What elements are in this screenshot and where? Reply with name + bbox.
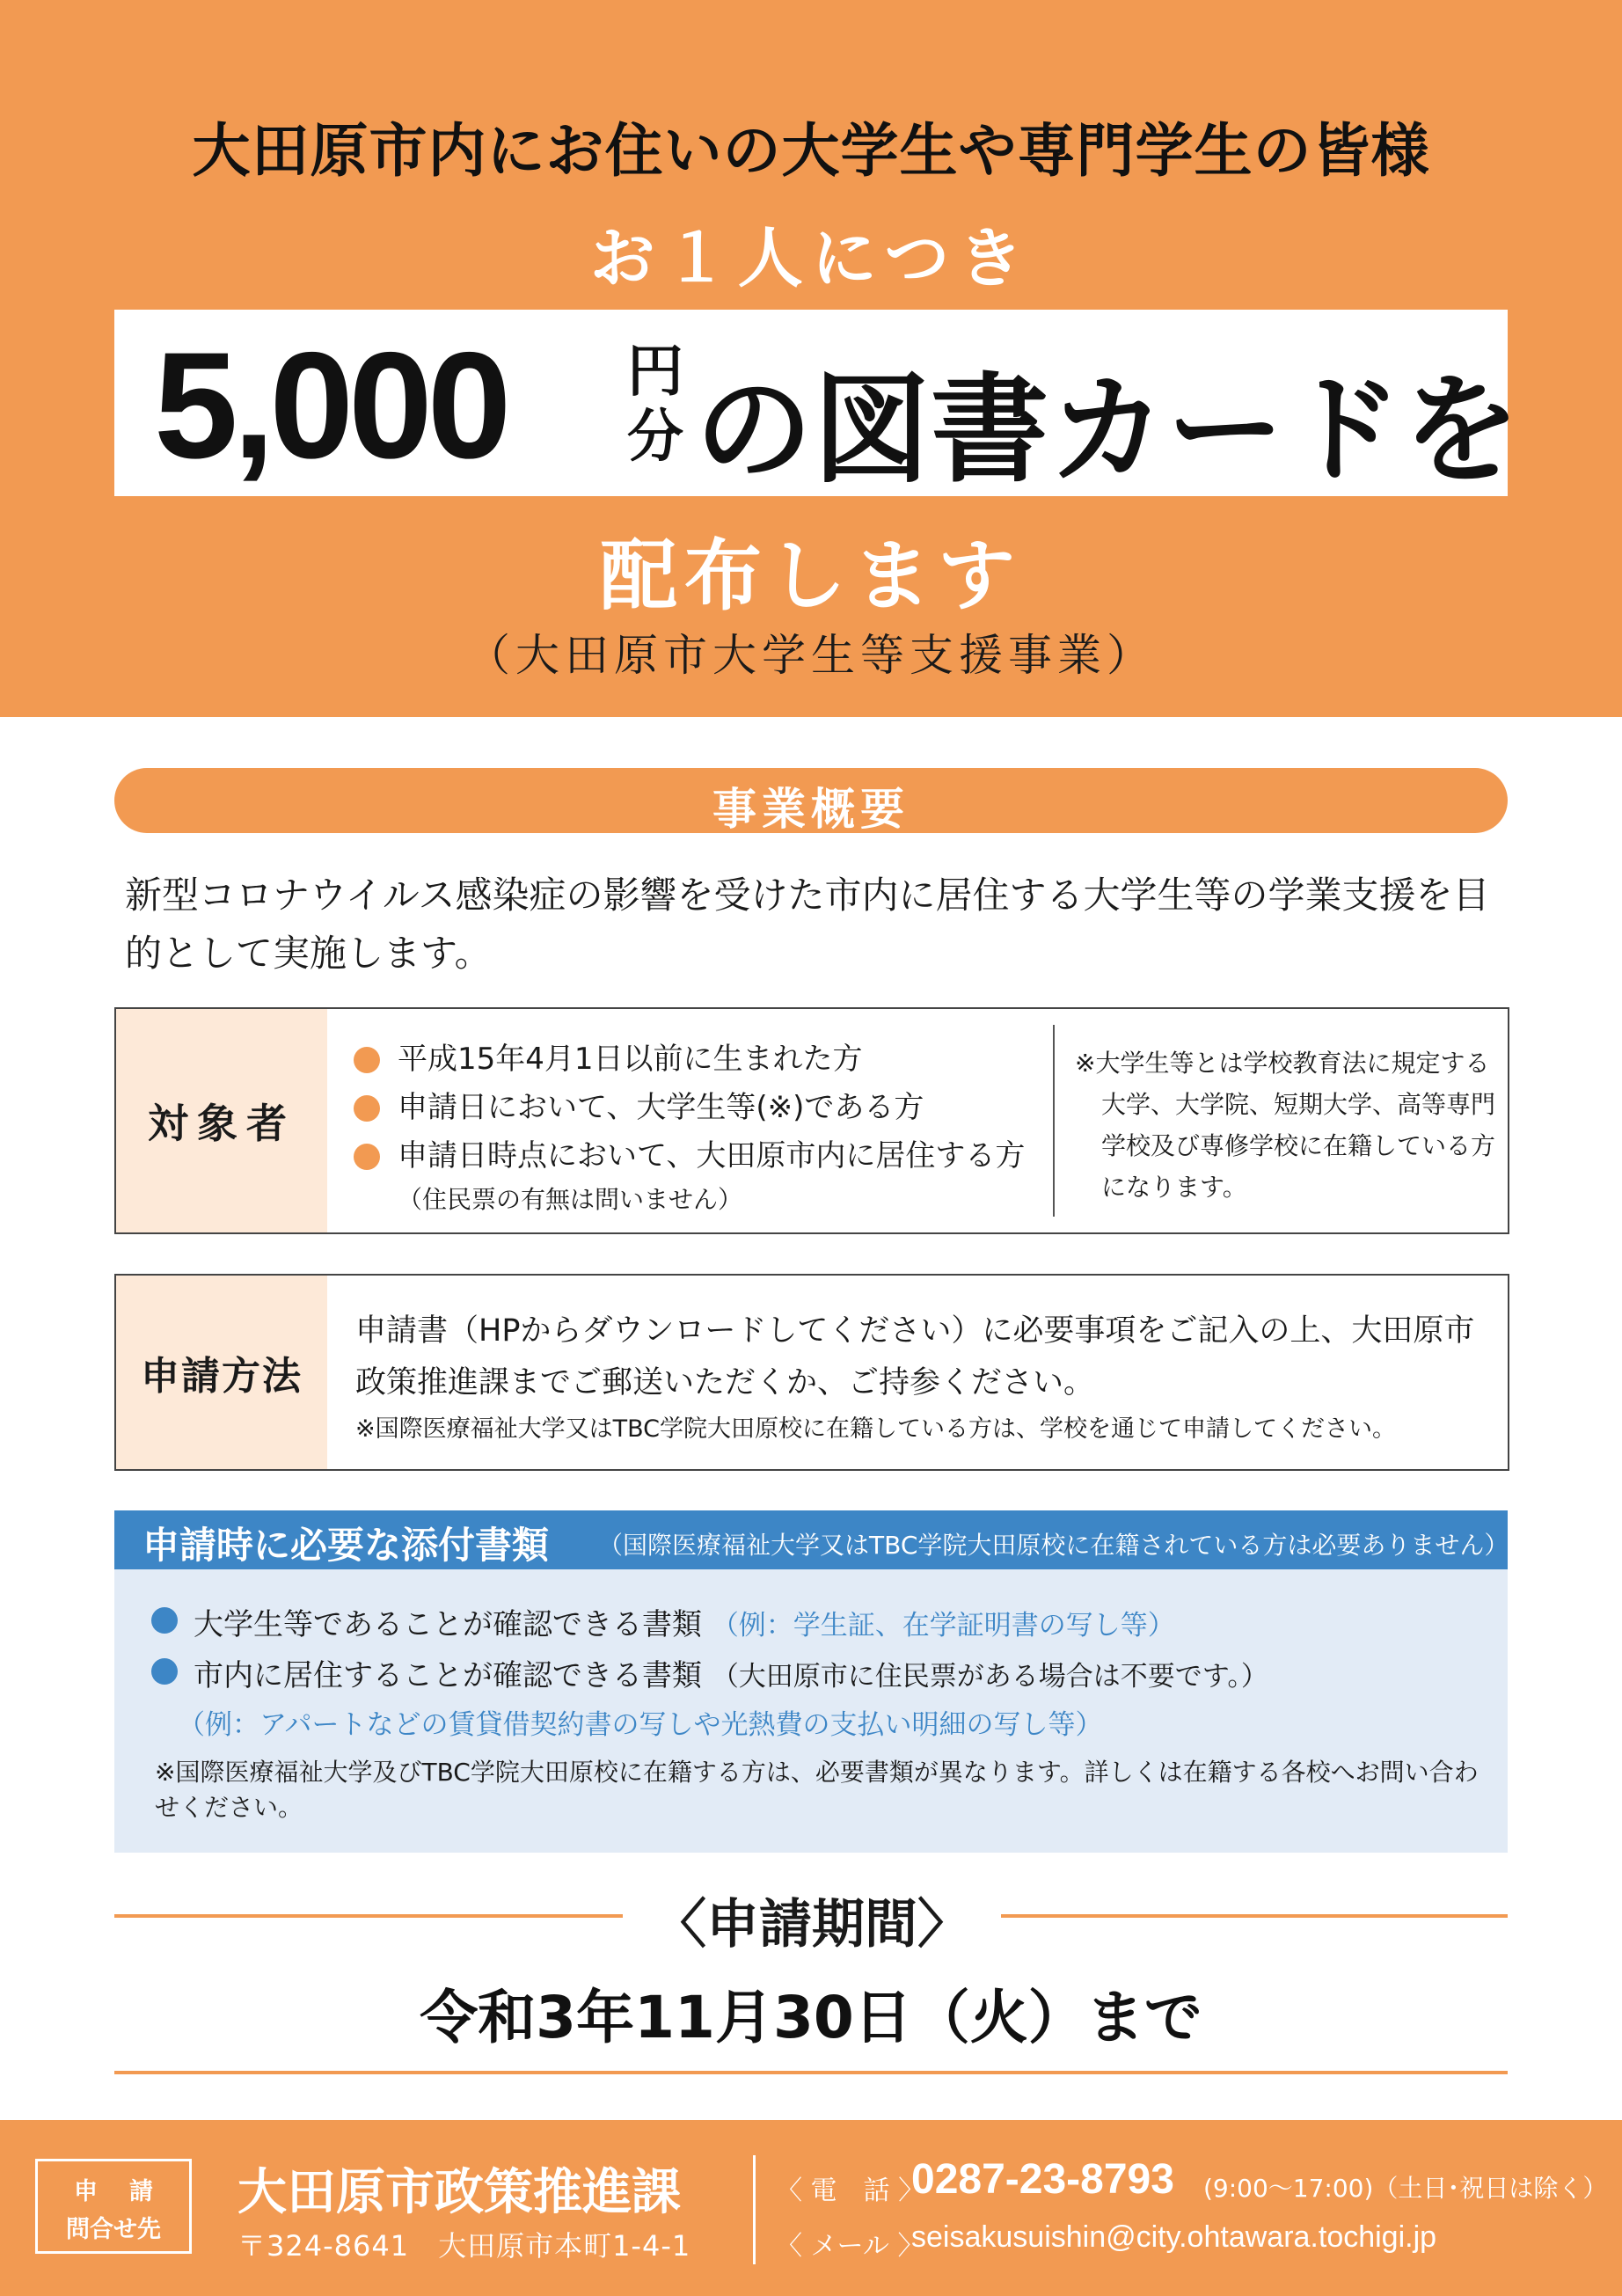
header-banner	[0, 0, 1622, 717]
overview-text: 新型コロナウイルス感染症の影響を受けた市内に居住する大学生等の学業支援を目的として実施します。	[125, 874, 1490, 975]
header-amount-box	[114, 310, 1521, 499]
email-label: 〈 メール 〉	[776, 2231, 924, 2262]
bullet-icon	[354, 1144, 380, 1170]
target-item: 平成15年4月1日以前に生まれた方	[354, 1035, 1145, 1084]
overview-heading	[114, 768, 1508, 833]
period-deadline: 令和3年11月30日（火）まで	[420, 1984, 1202, 2051]
attachment-item: 大学生等であることが確認できる書類 （例：学生証、在学証明書の写し等）	[151, 1600, 1175, 1643]
email-address[interactable]: seisakusuishin@city.ohtawara.tochigi.jp	[911, 2220, 1437, 2254]
header-per-person: お１人につき	[589, 221, 1033, 296]
unit-yen: 円	[627, 340, 683, 405]
bullet-icon	[354, 1047, 380, 1073]
attachments-section	[114, 1510, 1508, 1853]
attachment-example: （例：アパートなどの賃貸借契約書の写しや光熱費の支払い明細の写し等）	[178, 1709, 1103, 1741]
header-book-card: の図書カードを	[695, 362, 1521, 499]
period-title: 〈申請期間〉	[654, 1894, 970, 1956]
header-amount-unit	[616, 340, 695, 470]
method-text: 申請書（HPからダウンロードしてください）に必要事項をご記入の上、大田原市政策推進課までご郵送いただくか、ご持参ください。	[355, 1313, 1475, 1400]
attachments-title: 申請時に必要な添付書類	[142, 1524, 550, 1567]
divider	[114, 2071, 1508, 2074]
header-program-name: （大田原市大学生等支援事業）	[466, 630, 1156, 681]
phone-label: 〈 電 話 〉	[776, 2175, 925, 2206]
contact-label-apply: 申請	[74, 2178, 185, 2205]
target-item: 申請日時点において、大田原市内に居住する方	[354, 1132, 1145, 1181]
unit-bun: 分	[627, 405, 683, 470]
attachments-note: ※国際医療福祉大学及びTBC学院大田原校に在籍する方は、必要書類が異なります。詳しくは在籍する各校へお問い合わせください。	[155, 1758, 1479, 1822]
method-section	[114, 1274, 1509, 1471]
bullet-icon	[151, 1658, 178, 1685]
contact-label-box	[35, 2159, 192, 2254]
overview-title: 事業概要	[712, 784, 910, 835]
department-address: 〒324-8641 大田原市本町1-4-1	[237, 2229, 691, 2263]
target-label: 対象者	[116, 1009, 327, 1232]
divider	[114, 1914, 623, 1918]
divider	[1001, 1914, 1508, 1918]
department-name: 大田原市政策推進課	[237, 2164, 681, 2221]
footer-contact	[0, 2120, 1622, 2296]
attachments-title-note: （国際医療福祉大学又はTBC学院大田原校に在籍されている方は必要ありません）	[598, 1531, 1509, 1560]
bullet-icon	[151, 1607, 178, 1634]
phone-hours: (9:00〜17:00)（土日･祝日は除く）	[1203, 2174, 1608, 2203]
target-residence-note: （住民票の有無は問いません）	[398, 1185, 743, 1214]
divider	[753, 2155, 756, 2264]
phone-number[interactable]: 0287-23-8793	[911, 2156, 1174, 2203]
target-definition-note: ※大学生等とは学校教育法に規定する 大学、大学院、短期大学、高等専門 学校及び専修学校に在籍している方 になります。	[1075, 1049, 1496, 1202]
attachment-item: 市内に居住することが確認できる書類 （大田原市に住民票がある場合は不要です。）	[151, 1651, 1268, 1694]
target-section	[114, 1007, 1509, 1234]
attachments-header	[114, 1510, 1508, 1569]
target-list	[354, 1035, 1145, 1219]
bullet-icon	[354, 1095, 380, 1122]
header-amount: 5,000	[154, 321, 507, 490]
header-distribute: 配布します	[599, 530, 1022, 621]
header-audience: 大田原市内にお住いの大学生や専門学生の皆様	[192, 117, 1430, 185]
method-label: 申請方法	[116, 1276, 327, 1469]
target-item: 申請日において、大学生等(※)である方	[354, 1084, 1145, 1132]
divider	[1053, 1025, 1055, 1217]
contact-label-inquiry: 問合せ先	[66, 2216, 161, 2243]
method-note: ※国際医療福祉大学又はTBC学院大田原校に在籍している方は、学校を通じて申請してください。	[355, 1415, 1397, 1443]
